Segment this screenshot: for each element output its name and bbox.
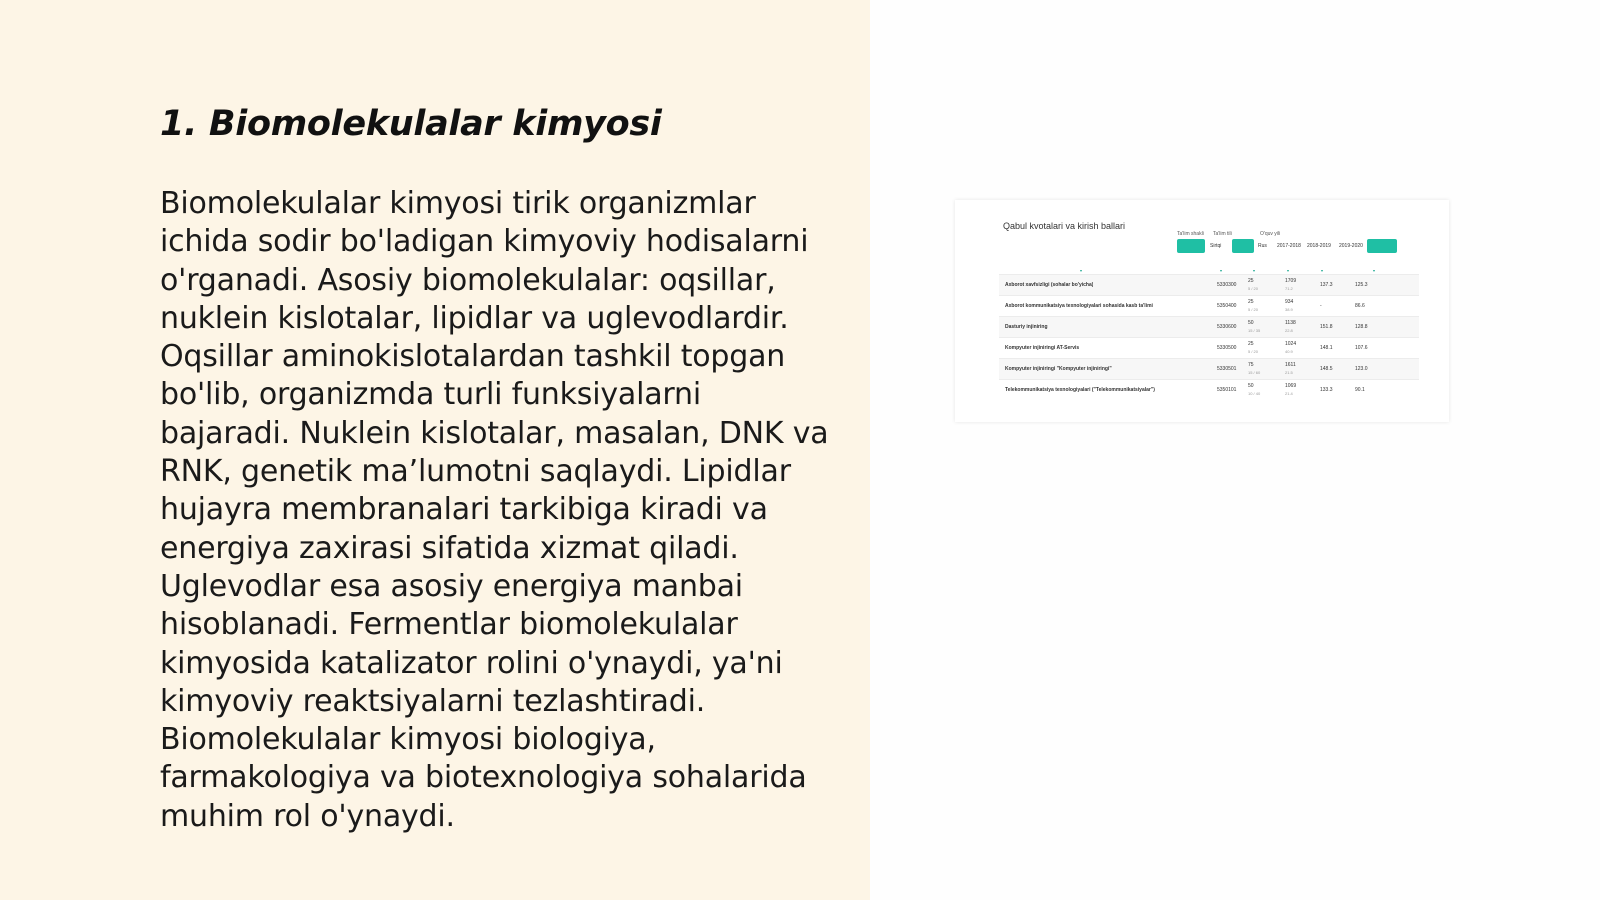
table-row: Axborot kommunikatsiya texnologiyalari sohasida kasb ta'limi 5350400 25 5 / 20 934 38.9 - 86.6 [999,295,1419,317]
filter-label-year: O'quv yili [1260,231,1281,237]
slide-body-text: Biomolekulalar kimyosi tirik organizmlar ichida sodir bo'ladigan kimyoviy hodisalarni o'rganadi. Asosiy biomolekulalar: oqsillar, nuklein kislotalar, lipidlar va uglevodlardir. Oqsillar aminokislotalardan tashkil topgan bo'lib, organizmda turli funksiyalarni bajaradi. Nuklein kislotalar, masalan, DNK va RNK, genetik ma’lumotni saqlaydi. Lipidlar hujayra membranalari tarkibiga kiradi va energiya zaxirasi sifatida xizmat qiladi. Uglevodlar esa asosiy energiya manbai hisoblanadi. Fermentlar biomolekulalar kimyosida katalizator rolini o'ynaydi, ya'ni kimyoviy reaktsiyalarni tezlashtiradi. Biomolekulalar kimyosi biologiya, farmakologiya va biotexnologiya sohalarida muhim rol o'ynaydi. [160,186,829,834]
table-header: ▾ [1253,268,1256,273]
table-header: ▾ [1220,268,1223,273]
table-row: Kompyuter injiniringi AT-Servis 5330500 25 5 / 20 1024 40.9 148.1 107.6 [999,337,1419,359]
table-row: Dasturiy injiniring 5330600 50 15 / 35 1138 22.8 151.8 128.8 [999,316,1419,338]
filter-button-active [1367,239,1397,253]
image-panel [870,0,1600,900]
table-row: Kompyuter injiniringi "Kompyuter injiniringi" 5330501 75 15 / 60 1611 21.5 148.5 123.0 [999,358,1419,380]
filter-label-study-form: Ta'lim shakli [1177,231,1204,237]
filter-option: 2019-2020 [1339,243,1363,249]
filter-button-active [1177,239,1205,253]
filter-button-active [1232,239,1254,253]
filter-label-language: Ta'lim tili [1213,231,1232,237]
table-header: ▾ [1373,268,1376,273]
slide-title: 1. Biomolekulalar kimyosi [160,104,662,144]
filter-option: Sirtqi [1210,243,1222,249]
table-row: Axborot xavfsizligi (sohalar bo'yicha) 5330300 25 5 / 20 1709 71.2 137.3 125.3 [999,274,1419,296]
table-header: ▾ [1287,268,1290,273]
table-screenshot-title: Qabul kvotalari va kirish ballari [1003,221,1126,231]
table-header: ▾ [1321,268,1324,273]
filter-option: 2018-2019 [1307,243,1331,249]
table-row: Telekommunikatsiya texnologiyalari ("Telekommunikatsiyalar") 5350101 50 10 / 40 1069 21.4 133.3 90.1 [999,379,1419,401]
filter-option: Rus [1258,243,1267,249]
embedded-table-screenshot [955,200,1449,422]
filter-option: 2017-2018 [1277,243,1301,249]
table-header: ▾ [1080,268,1083,273]
